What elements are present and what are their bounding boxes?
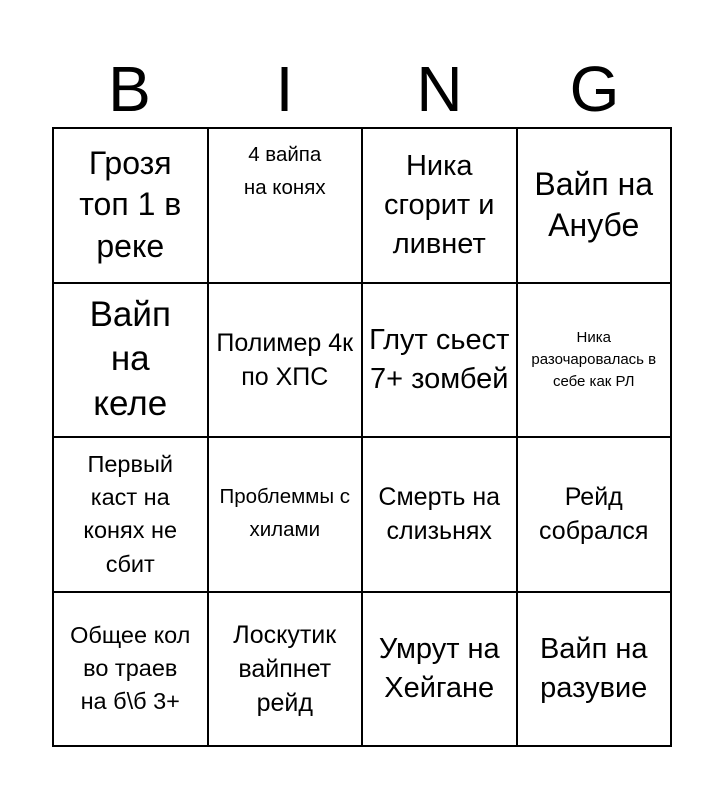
header-letter-n: N: [416, 53, 463, 125]
bingo-cell-r3c4[interactable]: Рейд собрался: [517, 437, 672, 592]
bingo-cell-r1c1[interactable]: Грозя топ 1 в реке: [53, 128, 208, 283]
header-letter-g: G: [569, 53, 620, 125]
bingo-cell-r2c4[interactable]: Ника разочаровалась в себе как РЛ: [517, 283, 672, 438]
bingo-cell-r1c2[interactable]: 4 вайпа на конях: [208, 128, 363, 283]
bingo-card-grid: [52, 127, 672, 747]
bingo-cell-r3c1[interactable]: Первый каст на конях не сбит: [53, 437, 208, 592]
bingo-cell-r4c3[interactable]: Умрут на Хейгане: [362, 592, 517, 747]
bingo-cell-r3c3[interactable]: Смерть на слизьнях: [362, 437, 517, 592]
bingo-cell-r2c3[interactable]: Глут сьест 7+ зомбей: [362, 283, 517, 438]
bingo-cell-r4c1[interactable]: Общее кол во траев на б\б 3+: [53, 592, 208, 747]
bingo-cell-r2c1[interactable]: Вайп на келе: [53, 283, 208, 438]
header-letter-b: B: [108, 53, 151, 125]
bingo-cell-r2c2[interactable]: Полимер 4к по ХПС: [208, 283, 363, 438]
bingo-cell-r4c4[interactable]: Вайп на разувие: [517, 592, 672, 747]
bingo-cell-r4c2[interactable]: Лоскутик вайпнет рейд: [208, 592, 363, 747]
bingo-cell-r1c4[interactable]: Вайп на Анубе: [517, 128, 672, 283]
bingo-cell-r3c2[interactable]: Проблеммы с хилами: [208, 437, 363, 592]
bingo-cell-r1c3[interactable]: Ника сгорит и ливнет: [362, 128, 517, 283]
bingo-header: [52, 50, 672, 128]
header-letter-i: I: [275, 53, 294, 125]
